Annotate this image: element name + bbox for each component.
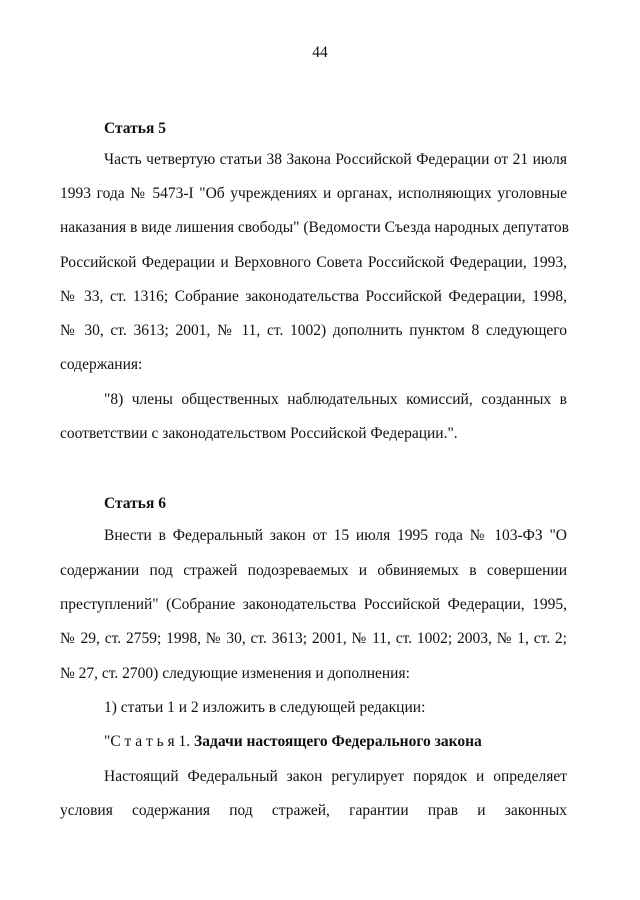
- quoted-article-title: Задачи настоящего Федерального закона: [194, 733, 482, 750]
- quoted-article-heading: [104, 732, 567, 752]
- article-5-line: Часть четвертую статьи 38 Закона Российской Федерации от 21 июля: [104, 151, 567, 168]
- page-number: 44: [312, 44, 328, 61]
- article-5-line: № 33, ст. 1316; Собрание законодательства Российской Федерации, 1998,: [60, 288, 567, 305]
- article-5-line: содержания:: [60, 356, 143, 373]
- article-6-heading: Статья 6: [104, 495, 166, 512]
- article-6-line: № 27, ст. 2700) следующие изменения и дополнения:: [60, 665, 410, 682]
- article-6-line: содержании под стражей подозреваемых и обвиняемых в совершении: [60, 562, 567, 579]
- article-5-line: наказания в виде лишения свободы" (Ведомости Съезда народных депутатов: [60, 219, 569, 236]
- article-6-closing-line: условия содержания под стражей, гарантии прав и законных: [60, 802, 567, 819]
- article-6-line: Внести в Федеральный закон от 15 июля 1995 года № 103-ФЗ "О: [104, 527, 567, 544]
- article-5-quote-line: соответствии с законодательством Российской Федерации.".: [60, 425, 458, 442]
- article-5-heading: Статья 5: [104, 120, 166, 137]
- article-6-line: № 29, ст. 2759; 1998, № 30, ст. 3613; 2001, № 11, ст. 1002; 2003, № 1, ст. 2;: [60, 630, 567, 647]
- article-6-line: преступлений" (Собрание законодательства Российской Федерации, 1995,: [60, 596, 567, 613]
- article-5-line: Российской Федерации и Верховного Совета Российской Федерации, 1993,: [60, 254, 567, 271]
- article-6-list-item: 1) статьи 1 и 2 изложить в следующей редакции:: [104, 699, 426, 716]
- article-5-line: № 30, ст. 3613; 2001, № 11, ст. 1002) дополнить пунктом 8 следующего: [60, 322, 567, 339]
- article-6-closing-line: Настоящий Федеральный закон регулирует порядок и определяет: [104, 768, 567, 785]
- quoted-article-prefix: "С т а т ь я 1.: [104, 733, 195, 750]
- article-5-line: 1993 года № 5473-I "Об учреждениях и органах, исполняющих уголовные: [60, 185, 567, 202]
- article-5-quote-line: "8) члены общественных наблюдательных комиссий, созданных в: [104, 391, 567, 408]
